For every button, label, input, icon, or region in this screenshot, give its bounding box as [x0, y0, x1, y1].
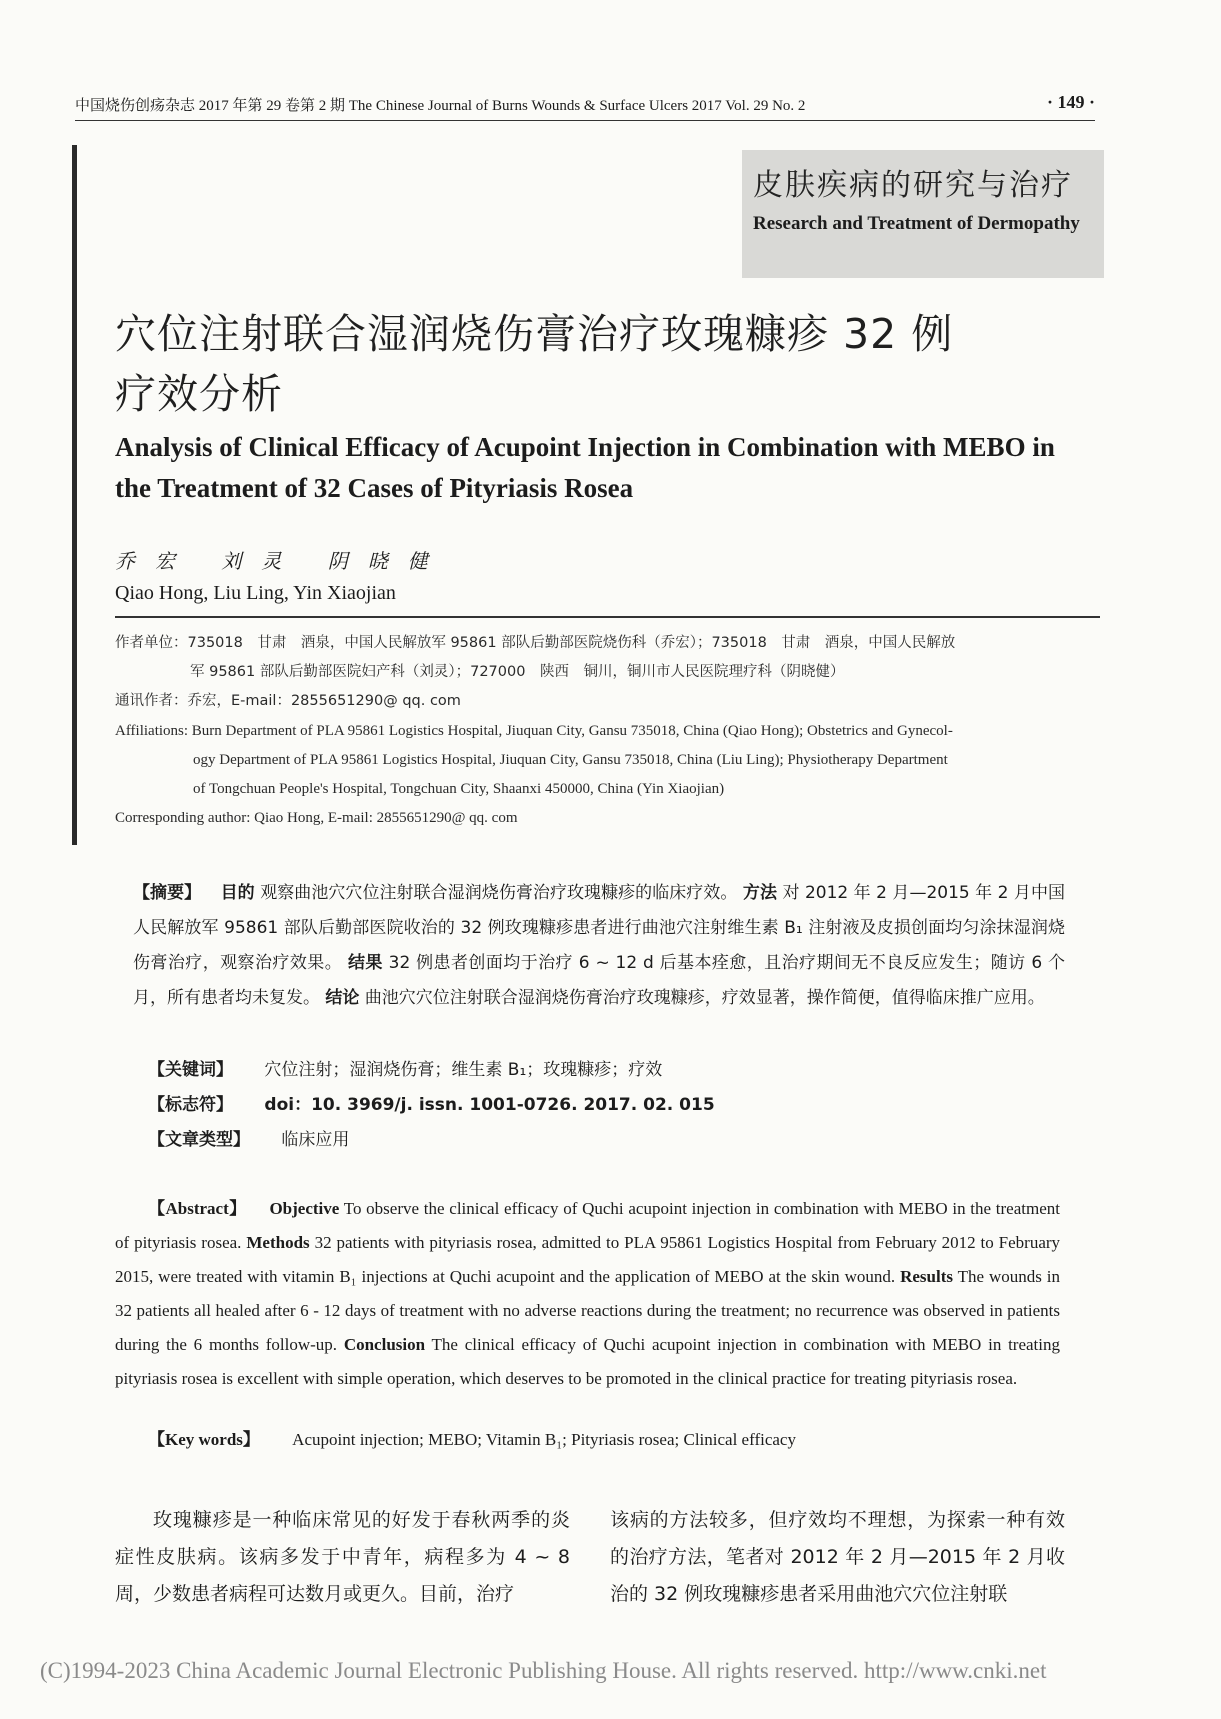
abstract-en	[115, 1192, 1060, 1396]
doi-link[interactable]: doi：10. 3969/j. issn. 1001-0726. 2017. 02. 015	[264, 1095, 715, 1115]
authors-zh: 乔宏 刘灵 阴晓健	[115, 549, 448, 573]
results-label-en: Results	[900, 1267, 953, 1286]
keywords-en-value: Acupoint injection; MEBO; Vitamin B₁; Pityriasis rosea; Clinical efficacy	[292, 1430, 796, 1449]
results-text-en: The wounds in 32 patients all healed after 6 - 12 days of treatment with no adverse reactions during the treatment; no recurrence was observed in patients during the 6 months follow-up.	[115, 1267, 1061, 1354]
author-unit-line: 军 95861 部队后勤部医院妇产科（刘灵）；727000 陕西 铜川，铜川市人民医院理疗科（阴晓健）	[190, 664, 845, 680]
methods-label-en: Methods	[246, 1233, 310, 1252]
objective-text-en: To observe the clinical efficacy of Quchi acupoint injection in combination with MEBO in the treatment of pityriasis rosea.	[115, 1199, 1060, 1252]
methods-text: 对 2012 年 2 月—2015 年 2 月中国人民解放军 95861 部队后勤部医院收治的 32 例玫瑰糠疹患者进行曲池穴注射维生素 B₁ 注射液及皮损创面均匀涂抹湿润烧伤膏治疗，观察治疗效果。	[133, 883, 1066, 973]
journal-citation: 中国烧伤创疡杂志 2017 年第 29 卷第 2 期 The Chinese Journal of Burns Wounds & Surface Ulcers 2017 Vol. 29 No. 2	[75, 98, 806, 114]
affiliations-en	[115, 717, 1060, 833]
divider	[115, 616, 1100, 618]
article-type-value: 临床应用	[281, 1130, 350, 1150]
copyright-footer: (C)1994-2023 China Academic Journal Electronic Publishing House. All rights reserved. http://www.cnki.net	[40, 1658, 1047, 1683]
abstract-tag: 【摘要】	[133, 883, 202, 903]
section-banner	[742, 150, 1104, 278]
body-column-left: 玫瑰糠疹是一种临床常见的好发于春秋两季的炎症性皮肤病。该病多发于中青年，病程多为 4 ~ 8 周，少数患者病程可达数月或更久。目前，治疗	[115, 1509, 570, 1605]
corresponding-author-zh: 通讯作者：乔宏，E-mail：2855651290@ qq. com	[115, 693, 461, 709]
authors-en: Qiao Hong, Liu Ling, Yin Xiaojian	[115, 582, 396, 604]
article-title-en: Analysis of Clinical Efficacy of Acupoint Injection in Combination with MEBO in the Treatment of 32 Cases of Pityriasis Rosea	[115, 432, 1055, 503]
objective-label: 目的	[220, 883, 255, 903]
page-number: · 149 ·	[1046, 92, 1095, 112]
keywords-en	[148, 1425, 796, 1450]
running-header	[75, 94, 1095, 121]
body-column-right: 该病的方法较多，但疗效均不理想，为探索一种有效的治疗方法，笔者对 2012 年 2 月—2015 年 2 月收治的 32 例玫瑰糠疹患者采用曲池穴穴位注射联	[610, 1509, 1065, 1605]
objective-label-en: Objective	[269, 1199, 340, 1218]
keywords-en-tag: 【Key words】	[148, 1430, 260, 1449]
keywords-tag: 【关键词】	[148, 1060, 233, 1080]
article-type-tag: 【文章类型】	[148, 1130, 250, 1150]
keywords-value: 穴位注射；湿润烧伤膏；维生素 B₁；玫瑰糠疹；疗效	[264, 1060, 663, 1080]
author-unit-line: 作者单位：735018 甘肃 酒泉，中国人民解放军 95861 部队后勤部医院烧伤科（乔宏）；735018 甘肃 酒泉，中国人民解放	[115, 635, 956, 651]
author-units-zh	[115, 629, 1060, 716]
affiliation-line: of Tongchuan People's Hospital, Tongchuan City, Shaanxi 450000, China (Yin Xiaojian)	[193, 781, 725, 797]
results-label: 结果	[347, 953, 383, 973]
article-type-zh	[148, 1125, 349, 1150]
conclusion-label-en: Conclusion	[343, 1335, 426, 1354]
section-title-en: Research and Treatment of Dermopathy	[753, 213, 1080, 234]
identifier-tag: 【标志符】	[148, 1095, 233, 1115]
identifier-zh	[148, 1090, 715, 1115]
section-title-zh: 皮肤疾病的研究与治疗	[753, 168, 1073, 203]
article-title-zh: 穴位注射联合湿润烧伤膏治疗玫瑰糠疹 32 例疗效分析	[115, 310, 954, 418]
affiliation-line: ogy Department of PLA 95861 Logistics Hospital, Jiuquan City, Gansu 735018, China (Liu Ling); Physiotherapy Department	[193, 752, 948, 768]
methods-text-en: 32 patients with pityriasis rosea, admitted to PLA 95861 Logistics Hospital from February 2012 to February 2015, were treated with vitamin B₁ injections at Quchi acupoint and the application of MEBO at the skin wound.	[115, 1233, 1061, 1286]
conclusion-text: 曲池穴穴位注射联合湿润烧伤膏治疗玫瑰糠疹，疗效显著，操作简便，值得临床推广应用。	[364, 988, 1045, 1008]
affiliation-line: Affiliations: Burn Department of PLA 95861 Logistics Hospital, Jiuquan City, Gansu 735018, China (Qiao Hong); Obstetrics and Gynecol-	[115, 723, 953, 739]
conclusion-text-en: The clinical efficacy of Quchi acupoint injection in combination with MEBO in treating pityriasis rosea is excellent with simple operation, which deserves to be promoted in the clinical practice for treating pityriasis rosea.	[115, 1335, 1060, 1388]
left-margin-bar	[72, 145, 77, 845]
abstract-en-tag: 【Abstract】	[148, 1199, 247, 1218]
conclusion-label: 结论	[325, 988, 360, 1008]
objective-text: 观察曲池穴穴位注射联合湿润烧伤膏治疗玫瑰糠疹的临床疗效。	[260, 883, 738, 903]
results-text: 32 例患者创面均于治疗 6 ~ 12 d 后基本痊愈，且治疗期间无不良反应发生；随访 6 个月，所有患者均未复发。	[133, 953, 1066, 1008]
keywords-zh	[148, 1055, 662, 1080]
methods-label: 方法	[742, 883, 777, 903]
abstract-zh	[133, 876, 1065, 1016]
corresponding-author-en: Corresponding author: Qiao Hong, E-mail: 2855651290@ qq. com	[115, 810, 518, 826]
